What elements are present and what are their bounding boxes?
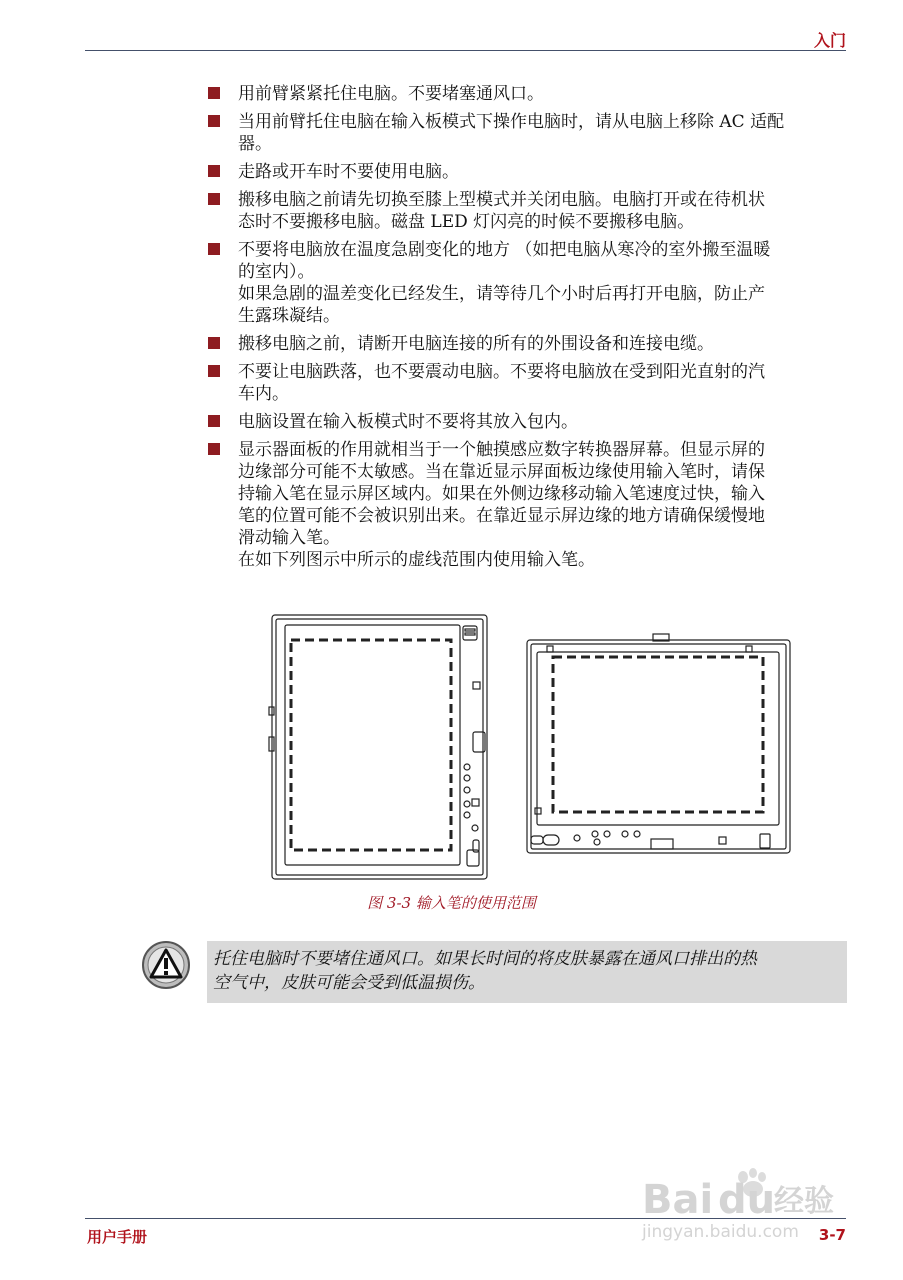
warning-line: 托住电脑时不要堵住通风口。如果长时间的将皮肤暴露在通风口排出的热 <box>213 949 757 969</box>
chapter-title: 入门 <box>813 31 846 50</box>
bullet-square-icon <box>208 337 220 349</box>
list-item-line: 如果急剧的温差变化已经发生，请等待几个小时后再打开电脑，防止产 <box>238 284 765 304</box>
figure-caption: 图 3-3 输入笔的使用范围 <box>367 894 536 912</box>
list-item-line: 走路或开车时不要使用电脑。 <box>238 162 459 182</box>
bullet-square-icon <box>208 443 220 455</box>
list-item <box>208 83 848 105</box>
list-item-line: 的室内）。 <box>238 262 315 282</box>
watermark-url: jingyan.baidu.com <box>642 1222 799 1242</box>
header-divider <box>85 50 846 51</box>
list-item-line: 显示器面板的作用就相当于一个触摸感应数字转换器屏幕。但显示屏的 <box>238 440 765 460</box>
list-item-line: 态时不要搬移电脑。磁盘 LED 灯闪亮的时候不要搬移电脑。 <box>238 212 695 232</box>
bullet-list <box>208 83 848 577</box>
landscape-pen-area <box>553 657 763 812</box>
page-number: 3-7 <box>818 1226 846 1244</box>
watermark-suffix: 经验 <box>774 1184 834 1219</box>
bullet-square-icon <box>208 87 220 99</box>
list-item <box>208 361 848 405</box>
list-item-line: 不要让电脑跌落，也不要震动电脑。不要将电脑放在受到阳光直射的汽 <box>238 362 765 382</box>
list-item <box>208 189 848 233</box>
list-item <box>208 439 848 571</box>
portrait-pen-area <box>291 640 451 850</box>
warning-triangle-icon <box>141 940 191 990</box>
list-item-line: 搬移电脑之前，请断开电脑连接的所有的外围设备和连接电缆。 <box>238 334 714 354</box>
bullet-square-icon <box>208 415 220 427</box>
portrait-tablet-illustration <box>269 615 487 879</box>
list-item-line: 不要将电脑放在温度急剧变化的地方 （如把电脑从寒冷的室外搬至温暖 <box>238 240 771 260</box>
bullet-square-icon <box>208 165 220 177</box>
bullet-square-icon <box>208 193 220 205</box>
list-item-line: 笔的位置可能不会被识别出来。在靠近显示屏边缘的地方请确保缓慢地 <box>238 506 765 526</box>
list-item-line: 生露珠凝结。 <box>238 306 340 326</box>
warning-text <box>213 947 839 995</box>
footer-divider <box>85 1218 846 1219</box>
bullet-square-icon <box>208 243 220 255</box>
list-item <box>208 111 848 155</box>
list-item-line: 边缘部分可能不太敏感。当在靠近显示屏面板边缘使用输入笔时，请保 <box>238 462 765 482</box>
list-item <box>208 411 848 433</box>
warning-line: 空气中，皮肤可能会受到低温损伤。 <box>213 973 485 993</box>
list-item-line: 电脑设置在输入板模式时不要将其放入包内。 <box>238 412 578 432</box>
list-item-line: 车内。 <box>238 384 289 404</box>
list-item-line: 滑动输入笔。 <box>238 528 340 548</box>
list-item-line: 持输入笔在显示屏区域内。如果在外侧边缘移动输入笔速度过快，输入 <box>238 484 765 504</box>
watermark-brand-2: du <box>718 1177 776 1223</box>
list-item <box>208 161 848 183</box>
list-item <box>208 333 848 355</box>
list-item-line: 用前臂紧紧托住电脑。不要堵塞通风口。 <box>238 84 544 104</box>
list-item <box>208 239 848 327</box>
list-item-line: 在如下列图示中所示的虚线范围内使用输入笔。 <box>238 550 595 570</box>
list-item-line: 搬移电脑之前请先切换至膝上型模式并关闭电脑。电脑打开或在待机状 <box>238 190 765 210</box>
landscape-tablet-illustration <box>527 634 790 853</box>
list-item-line: 器。 <box>238 134 272 154</box>
footer-manual-title: 用户手册 <box>87 1228 148 1246</box>
pen-usage-area-figure <box>265 612 795 887</box>
watermark-brand: Bai <box>642 1177 714 1223</box>
list-item-line: 当用前臂托住电脑在输入板模式下操作电脑时，请从电脑上移除 AC 适配 <box>238 112 785 132</box>
warning-callout <box>207 941 847 1003</box>
bullet-square-icon <box>208 365 220 377</box>
bullet-square-icon <box>208 115 220 127</box>
